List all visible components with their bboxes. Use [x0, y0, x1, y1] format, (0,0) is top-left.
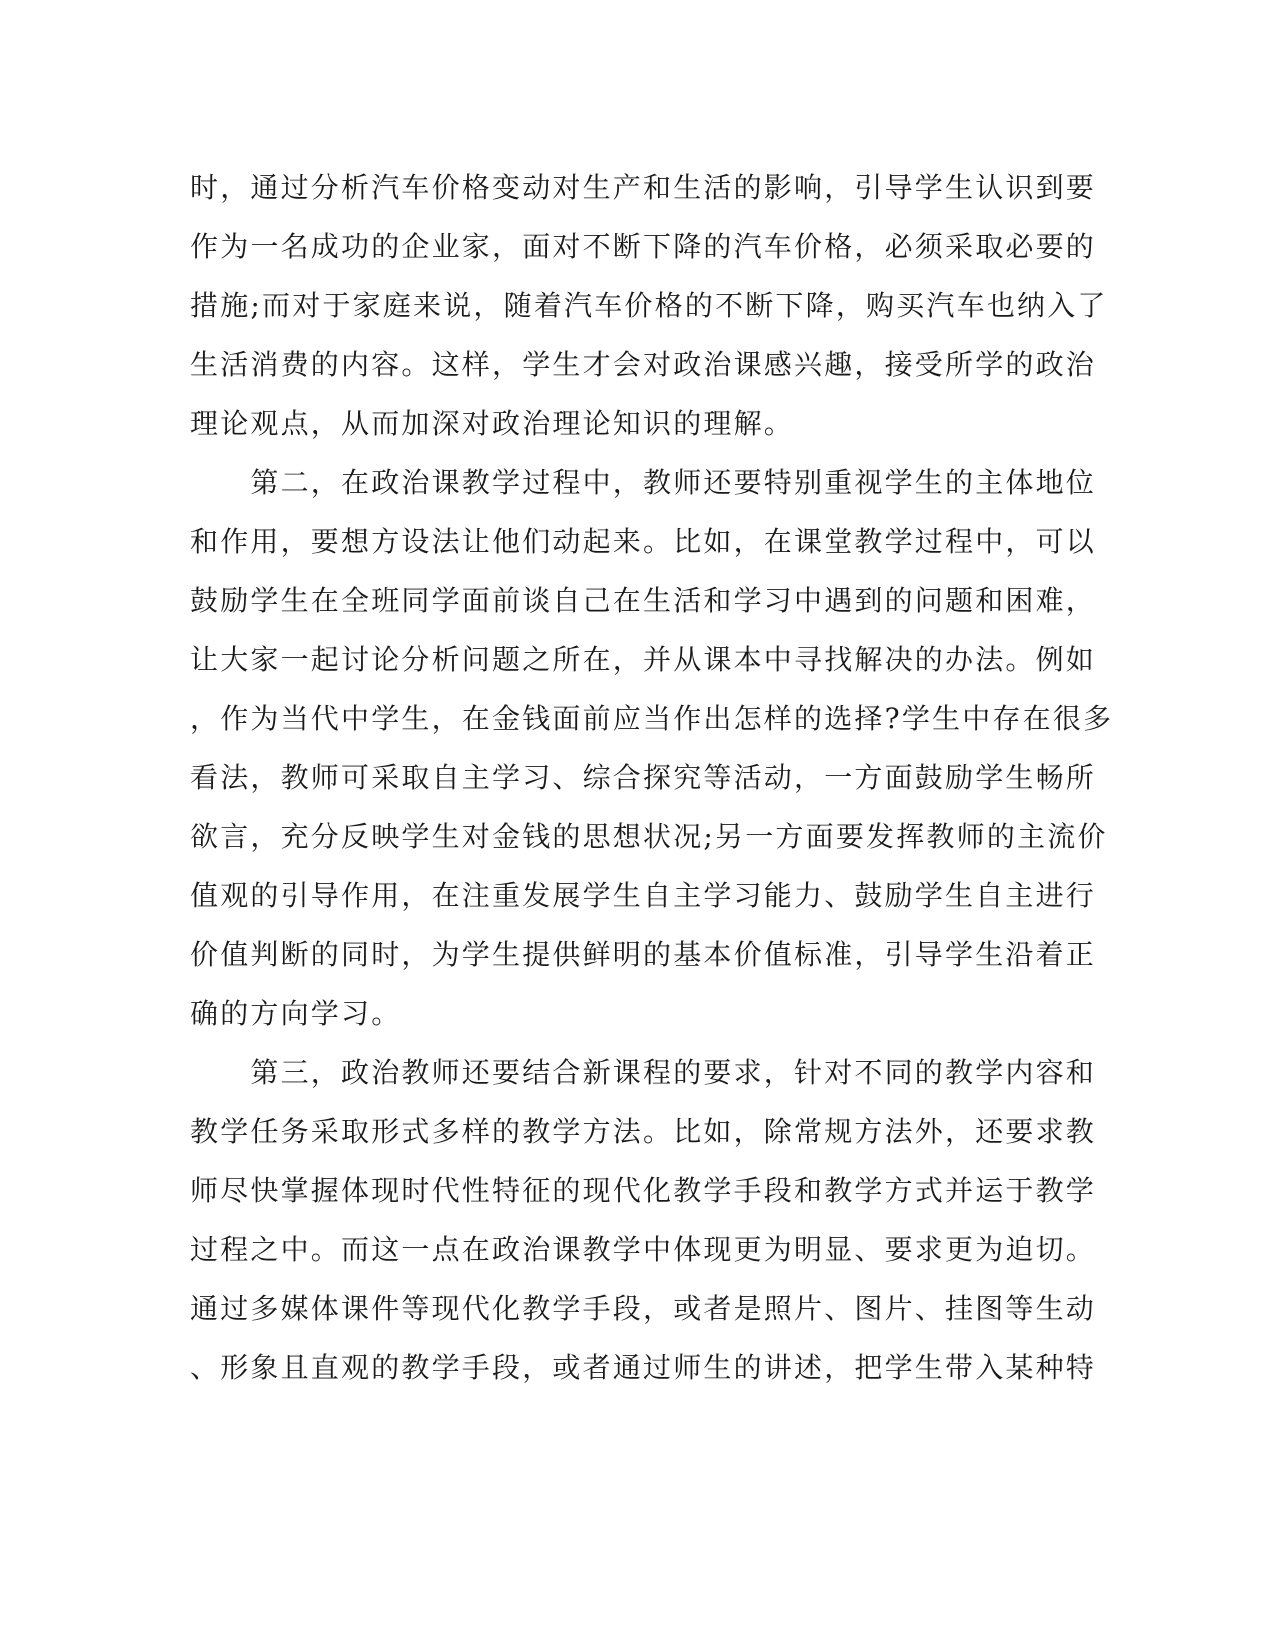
text-line: 措施;而对于家庭来说，随着汽车价格的不断下降，购买汽车也纳入了: [190, 289, 1108, 322]
text-line: 确的方向学习。: [190, 997, 402, 1030]
text-line: 理论观点，从而加深对政治理论知识的理解。: [190, 407, 795, 440]
text-line: 欲言，充分反映学生对金钱的思想状况;另一方面要发挥教师的主流价: [190, 820, 1108, 853]
text-line: ，作为当代中学生，在金钱面前应当作出怎样的选择?学生中存在很多: [190, 702, 1114, 735]
text-line: 、形象且直观的教学手段，或者通过师生的讲述，把学生带入某种特: [190, 1351, 1097, 1384]
text-line: 值观的引导作用，在注重发展学生自主学习能力、鼓励学生自主进行: [190, 879, 1097, 912]
text-line: 看法，教师可采取自主学习、综合探究等活动，一方面鼓励学生畅所: [190, 761, 1097, 794]
text-line: 通过多媒体课件等现代化教学手段，或者是照片、图片、挂图等生动: [190, 1292, 1097, 1325]
text-line: 和作用，要想方设法让他们动起来。比如，在课堂教学过程中，可以: [190, 525, 1097, 558]
text-line: 第二，在政治课教学过程中，教师还要特别重视学生的主体地位: [190, 466, 1097, 499]
text-line: 过程之中。而这一点在政治课教学中体现更为明显、要求更为迫切。: [190, 1233, 1097, 1266]
text-line: 价值判断的同时，为学生提供鲜明的基本价值标准，引导学生沿着正: [190, 938, 1097, 971]
document-body: [190, 158, 1114, 1397]
text-line: 作为一名成功的企业家，面对不断下降的汽车价格，必须采取必要的: [190, 230, 1097, 263]
text-line: 让大家一起讨论分析问题之所在，并从课本中寻找解决的办法。例如: [190, 643, 1097, 676]
text-line: 师尽快掌握体现时代性特征的现代化教学手段和教学方式并运于教学: [190, 1174, 1097, 1207]
text-line: 生活消费的内容。这样，学生才会对政治课感兴趣，接受所学的政治: [190, 348, 1097, 381]
text-line: 第三，政治教师还要结合新课程的要求，针对不同的教学内容和: [190, 1056, 1097, 1089]
text-line: 时，通过分析汽车价格变动对生产和生活的影响，引导学生认识到要: [190, 171, 1097, 204]
text-line: 鼓励学生在全班同学面前谈自己在生活和学习中遇到的问题和困难，: [190, 584, 1097, 617]
text-line: 教学任务采取形式多样的教学方法。比如，除常规方法外，还要求教: [190, 1115, 1097, 1148]
